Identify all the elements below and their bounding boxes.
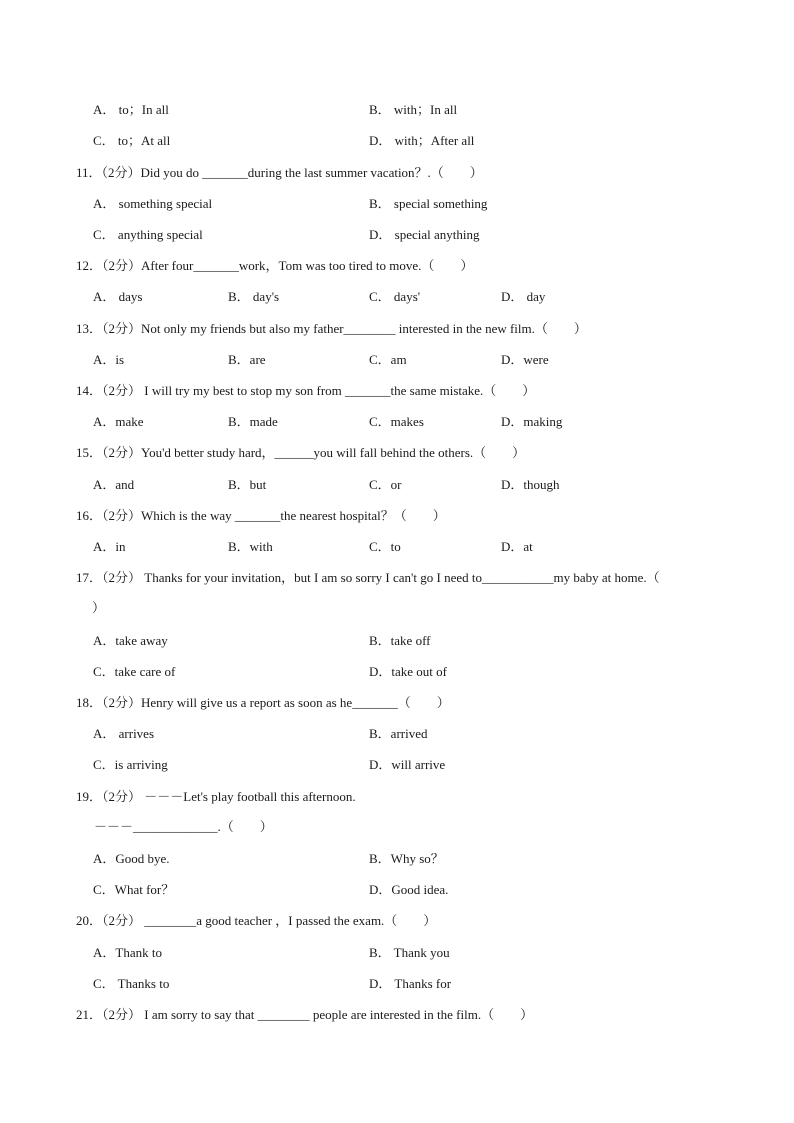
option-a: A． arrives bbox=[93, 726, 155, 741]
question-stem-continued: ） bbox=[92, 600, 106, 615]
option-a: A． to；In all bbox=[93, 102, 169, 117]
option-b: B．but bbox=[228, 477, 267, 492]
option-a: A．and bbox=[93, 477, 135, 492]
option-b: B．with bbox=[228, 539, 273, 554]
question-stem: 12．（2分）After four_______work，Tom was too tired to move.（ ） bbox=[76, 258, 474, 273]
option-c: C．makes bbox=[369, 414, 424, 429]
option-a: A．is bbox=[93, 352, 125, 367]
option-d: D．making bbox=[501, 414, 563, 429]
option-b: B． with；In all bbox=[369, 102, 458, 117]
question-stem: 17．（2分） Thanks for your invitation，but I am so sorry I can't go I need to___________my baby at home.（ bbox=[76, 570, 660, 585]
question-stem: 21．（2分） I am sorry to say that ________ people are interested in the film.（ ） bbox=[76, 1007, 534, 1022]
question-stem: 16．（2分）Which is the way _______the nearest hospital？（ ） bbox=[76, 508, 446, 523]
option-a: A．Good bye. bbox=[93, 851, 170, 866]
question-stem: 15．（2分）You'd better study hard，______you will fall behind the others.（ ） bbox=[76, 445, 526, 460]
question-stem: 14．（2分） I will try my best to stop my son from _______the same mistake.（ ） bbox=[76, 383, 536, 398]
option-a: A．Thank to bbox=[93, 945, 162, 960]
question-stem: 19．（2分） －－－Let's play football this afternoon. bbox=[76, 789, 356, 804]
option-d: D． day bbox=[501, 289, 546, 304]
option-c: C． to；At all bbox=[93, 133, 171, 148]
option-d: D．were bbox=[501, 352, 549, 367]
option-b: B．Why so？ bbox=[369, 851, 444, 866]
option-c: C．is arriving bbox=[93, 757, 168, 772]
option-d: D． with；After all bbox=[369, 133, 475, 148]
option-b: B． day's bbox=[228, 289, 280, 304]
option-c: C． anything special bbox=[93, 227, 203, 242]
option-b: B． special something bbox=[369, 196, 488, 211]
question-stem: 11．（2分）Did you do _______during the last summer vacation？.（ ） bbox=[76, 165, 483, 180]
question-stem: 20．（2分） ________a good teacher ，I passed the exam.（ ） bbox=[76, 913, 437, 928]
option-a: A．make bbox=[93, 414, 144, 429]
option-d: D．Good idea. bbox=[369, 882, 449, 897]
option-a: A．take away bbox=[93, 633, 168, 648]
option-b: B．arrived bbox=[369, 726, 428, 741]
option-c: C． days' bbox=[369, 289, 421, 304]
option-d: D． Thanks for bbox=[369, 976, 452, 991]
option-d: D．at bbox=[501, 539, 533, 554]
option-d: D．though bbox=[501, 477, 560, 492]
option-a: A． days bbox=[93, 289, 143, 304]
question-stem-continued: －－－_____________.（ ） bbox=[94, 819, 273, 834]
option-a: A． something special bbox=[93, 196, 213, 211]
option-b: B．made bbox=[228, 414, 278, 429]
option-d: D．take out of bbox=[369, 664, 447, 679]
option-a: A．in bbox=[93, 539, 126, 554]
question-stem: 18．（2分）Henry will give us a report as soon as he_______（ ） bbox=[76, 695, 450, 710]
option-b: B． Thank you bbox=[369, 945, 450, 960]
option-b: B．are bbox=[228, 352, 266, 367]
question-stem: 13．（2分）Not only my friends but also my father________ interested in the new film.（ ） bbox=[76, 321, 587, 336]
option-c: C． Thanks to bbox=[93, 976, 170, 991]
option-c: C．to bbox=[369, 539, 401, 554]
option-c: C．am bbox=[369, 352, 407, 367]
option-b: B．take off bbox=[369, 633, 431, 648]
option-c: C．What for？ bbox=[93, 882, 175, 897]
option-c: C．take care of bbox=[93, 664, 176, 679]
option-c: C．or bbox=[369, 477, 402, 492]
option-d: D．will arrive bbox=[369, 757, 446, 772]
option-d: D． special anything bbox=[369, 227, 480, 242]
